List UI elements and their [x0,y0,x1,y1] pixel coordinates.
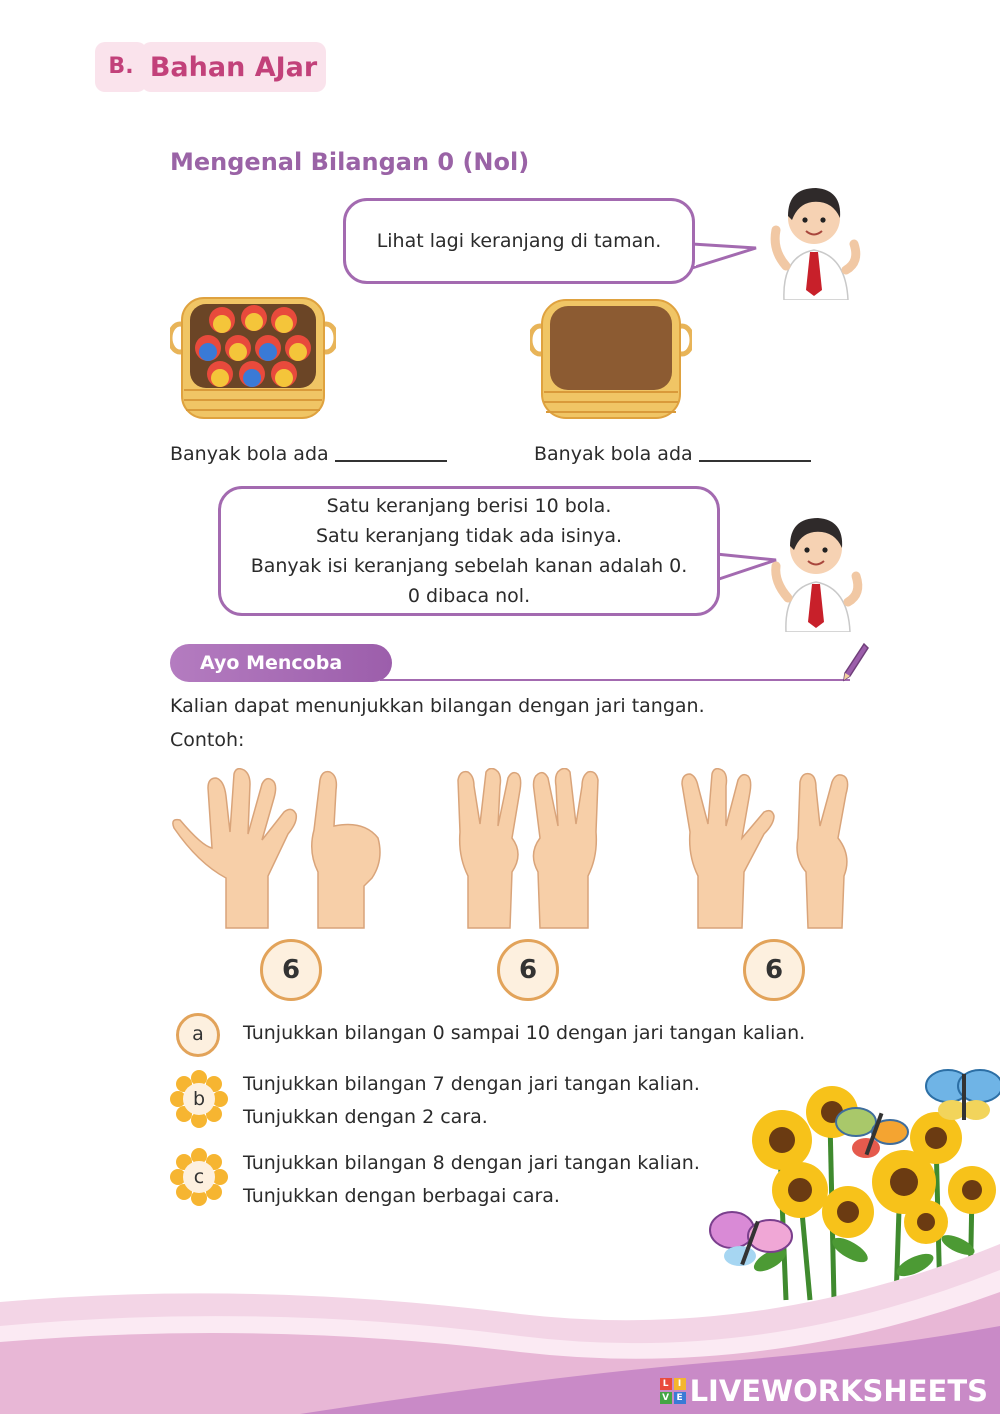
speech-bubble-explanation [218,486,720,616]
explanation-line: 0 dibaca nol. [407,585,531,607]
butterfly-icon [836,1108,908,1158]
option-b-text [243,1068,700,1134]
option-letter: b [192,1088,206,1110]
option-a-badge: a [176,1013,220,1057]
option-line: Tunjukkan dengan 2 cara. [243,1106,488,1128]
option-b-badge [170,1070,228,1128]
answer-blank[interactable] [699,460,811,462]
example-label: Contoh: [170,729,245,751]
brand-name: LIVEWORKSHEETS [689,1374,988,1408]
hands-illustration [168,768,868,930]
explanation-line: Satu keranjang tidak ada isinya. [315,525,623,547]
explanation-line: Satu keranjang berisi 10 bola. [326,495,612,517]
speech-bubble [343,198,695,284]
boy-illustration [764,506,868,632]
logo-letter: L [660,1378,672,1390]
speech-text: Lihat lagi keranjang di taman. [376,230,662,252]
basket-label-text: Banyak bola ada [170,443,329,465]
section-letter: B. [95,42,147,92]
lesson-title: Mengenal Bilangan 0 (Nol) [170,148,530,176]
example-number-1: 6 [260,939,322,1001]
section-heading: Bahan AJar [141,42,326,92]
instruction-text: Kalian dapat menunjukkan bilangan dengan jari tangan. [170,695,705,717]
activity-heading: Ayo Mencoba [170,644,392,682]
answer-blank[interactable] [335,460,447,462]
option-c-badge [170,1148,228,1206]
option-line: Tunjukkan dengan berbagai cara. [243,1185,560,1207]
example-number-3: 6 [743,939,805,1001]
boy-illustration [762,178,866,300]
basket-label-right [534,443,811,465]
basket-empty-illustration [530,296,692,422]
logo-letter: E [674,1392,686,1404]
section-divider [380,679,850,681]
logo-letter: V [660,1392,672,1404]
liveworksheets-logo-icon [660,1378,686,1404]
option-c-text [243,1147,700,1213]
basket-full-illustration [170,294,336,422]
option-a-text [243,1017,805,1050]
logo-letter: I [674,1378,686,1390]
option-line: Tunjukkan bilangan 8 dengan jari tangan kalian. [243,1152,700,1174]
option-line: Tunjukkan bilangan 0 sampai 10 dengan jari tangan kalian. [243,1022,806,1044]
option-line: Tunjukkan bilangan 7 dengan jari tangan kalian. [243,1073,700,1095]
example-number-2: 6 [497,939,559,1001]
liveworksheets-logo [660,1374,988,1408]
explanation-line: Banyak isi keranjang sebelah kanan adalah 0. [250,555,688,577]
basket-label-text: Banyak bola ada [534,443,693,465]
bubble-tail [690,238,760,272]
pencil-icon [842,642,870,682]
basket-label-left [170,443,447,465]
option-letter: c [193,1166,205,1188]
